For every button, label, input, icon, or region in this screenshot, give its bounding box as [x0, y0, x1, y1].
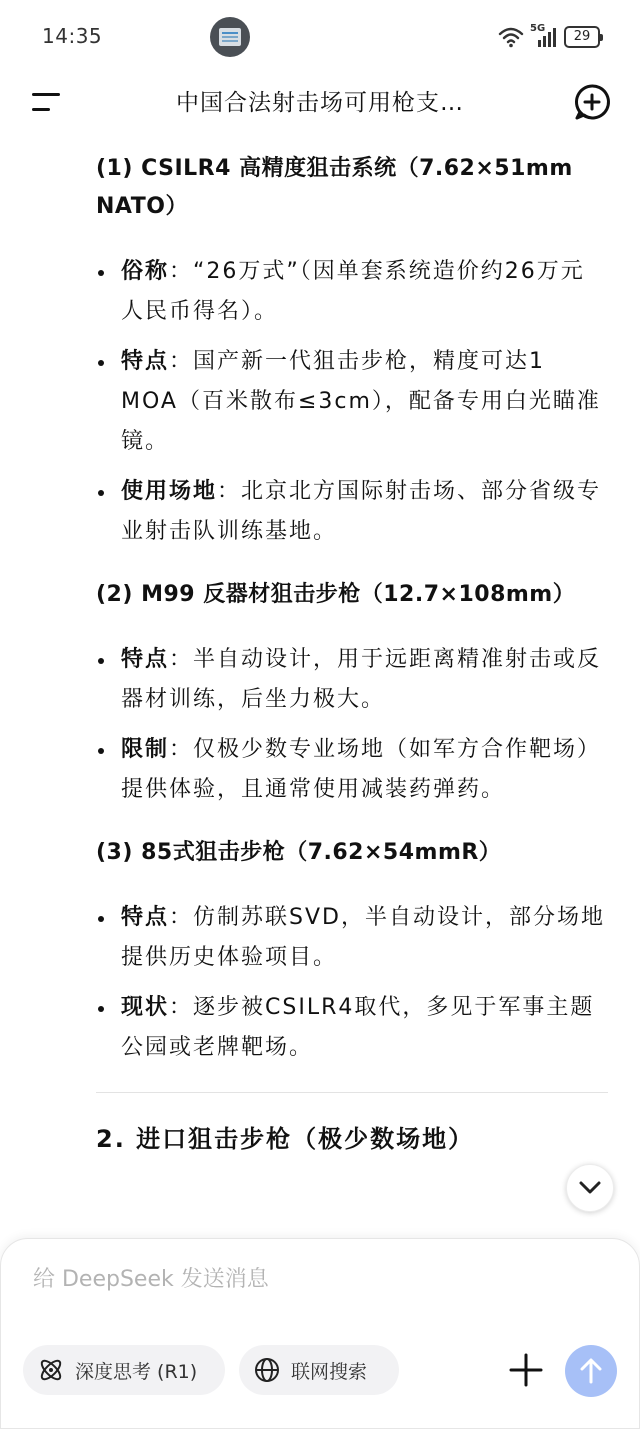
section-m99 [96, 576, 608, 810]
bullet-label: 特点 [121, 905, 170, 930]
list-item [96, 342, 608, 462]
bullet-text: ：逐步被CSILR4取代，多见于军事主题公园或老牌靶场。 [121, 995, 595, 1060]
section-title: (2) M99 反器材狙击步枪（12.7×108mm） [96, 582, 576, 607]
divider [96, 1092, 608, 1093]
page-title: 中国合法射击场可用枪支… [176, 90, 464, 116]
bullet-list [96, 898, 608, 1068]
send-button[interactable] [565, 1345, 617, 1397]
chevron-down-icon [579, 1181, 601, 1195]
status-time: 14:35 [42, 24, 103, 48]
message-composer [0, 1238, 640, 1429]
arrow-up-icon [579, 1357, 603, 1385]
bullet-text: ：半自动设计，用于远距离精准射击或反器材训练，后坐力极大。 [121, 647, 602, 712]
app-header [0, 72, 640, 132]
notification-app-icon [210, 17, 250, 57]
status-icons [498, 24, 600, 50]
atom-icon [37, 1356, 65, 1384]
bullet-label: 特点 [121, 647, 170, 672]
section-title: (3) 85式狙击步枪（7.62×54mmR） [96, 840, 502, 865]
menu-icon[interactable] [30, 88, 62, 116]
bullet-label: 现状 [121, 995, 170, 1020]
bullet-text: ：“26万式”（因单套系统造价约26万元人民币得名）。 [121, 259, 585, 324]
web-search-button[interactable] [239, 1345, 399, 1395]
message-input[interactable] [33, 1267, 593, 1292]
add-attachment-icon[interactable] [507, 1351, 545, 1389]
list-item [96, 640, 608, 720]
list-item [96, 472, 608, 552]
section-type85 [96, 834, 608, 1068]
battery-icon [564, 26, 600, 48]
list-item [96, 988, 608, 1068]
wifi-icon [498, 26, 524, 48]
message-content [96, 150, 608, 1240]
bullet-text: ：仅极少数专业场地（如军方合作靶场）提供体验，且通常使用减装药弹药。 [121, 737, 602, 802]
globe-icon [253, 1356, 281, 1384]
bullet-label: 使用场地 [121, 479, 218, 504]
bullet-label: 特点 [121, 349, 170, 374]
list-item [96, 252, 608, 332]
bullet-list [96, 252, 608, 552]
bullet-label: 限制 [121, 737, 170, 762]
bullet-text: ：国产新一代狙击步枪，精度可达1 MOA（百米散布≤3cm），配备专用白光瞄准镜。 [121, 349, 601, 454]
bullet-list [96, 640, 608, 810]
section-csilr4 [96, 150, 608, 552]
bullet-text: ：仿制苏联SVD，半自动设计，部分场地提供历史体验项目。 [121, 905, 605, 970]
list-item [96, 730, 608, 810]
scroll-down-button[interactable] [566, 1164, 614, 1212]
bullet-text: ：北京北方国际射击场、部分省级专业射击队训练基地。 [121, 479, 602, 544]
status-bar [0, 0, 640, 72]
deepthink-button[interactable] [23, 1345, 225, 1395]
battery-level: 29 [573, 29, 591, 44]
network-type: 5G [530, 23, 546, 34]
bullet-label: 俗称 [121, 259, 170, 284]
deepthink-label: 深度思考 (R1) [75, 1360, 198, 1383]
section-title: (1) CSILR4 高精度狙击系统（7.62×51mm NATO） [96, 156, 573, 219]
cellular-signal-icon [530, 23, 558, 48]
search-label: 联网搜索 [291, 1360, 368, 1383]
list-item [96, 898, 608, 978]
new-chat-icon[interactable] [572, 82, 612, 122]
section-heading: 2. 进口狙击步枪（极少数场地） [96, 1125, 475, 1153]
